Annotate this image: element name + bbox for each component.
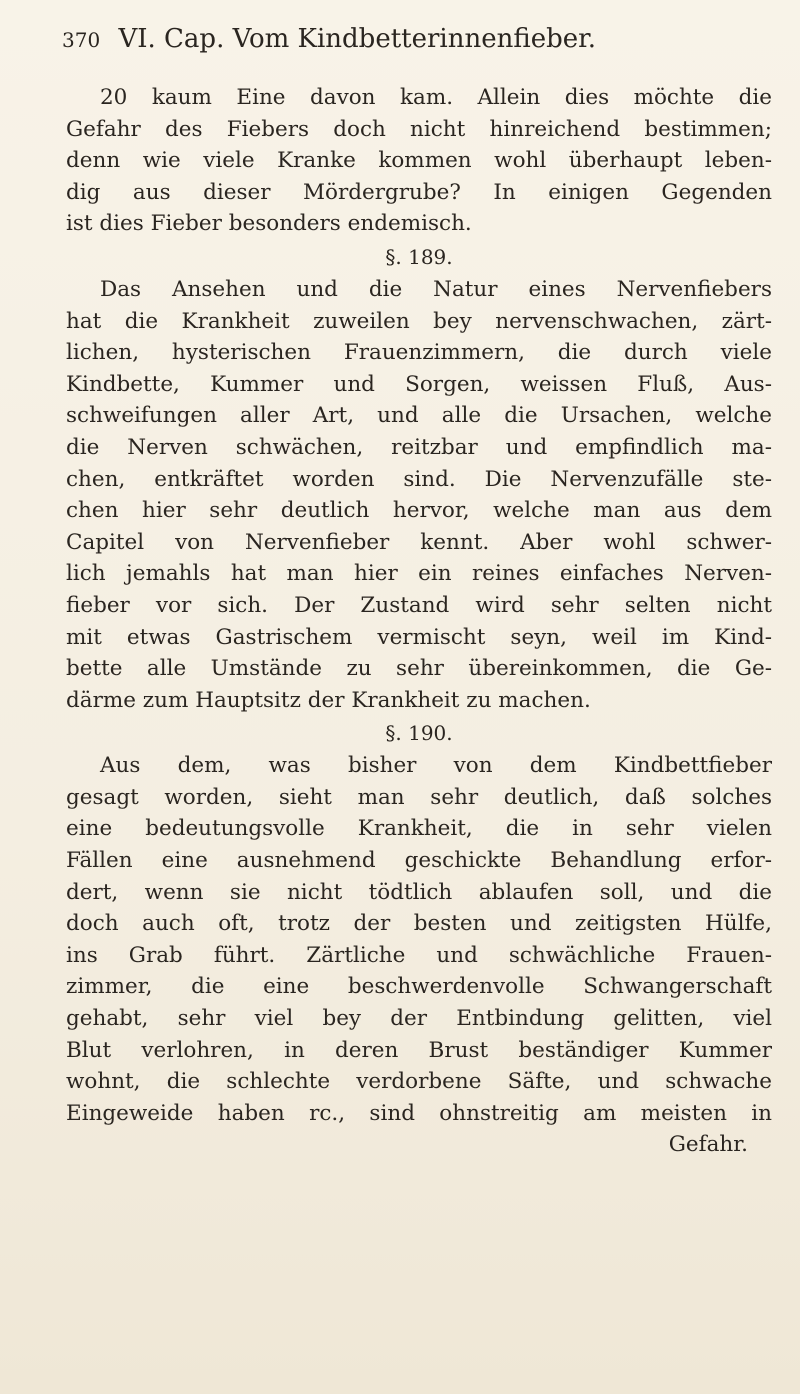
text-line: gehabt, sehr viel bey der Entbindung gelitten, viel <box>66 1006 772 1032</box>
text-line: lich jemahls hat man hier ein reines einfaches Nerven- <box>66 561 772 587</box>
text-line: Gefahr. <box>668 1132 748 1158</box>
text-line: Fällen eine ausnehmend geschickte Behandlung erfor- <box>66 848 772 874</box>
running-head-title: VI. Cap. Vom Kindbetterinnenfieber. <box>118 24 596 54</box>
text-line: Capitel von Nervenfieber kennt. Aber wohl schwer- <box>66 529 772 555</box>
body-text <box>66 82 772 1161</box>
text-line: Das Ansehen und die Natur eines Nervenfiebers <box>100 276 772 302</box>
text-line: Kindbette, Kummer und Sorgen, weissen Fluß, Aus- <box>66 371 772 397</box>
text-line: mit etwas Gastrischem vermischt seyn, weil im Kind- <box>66 624 772 650</box>
text-line: gesagt worden, sieht man sehr deutlich, daß solches <box>66 784 772 810</box>
section-heading: §. 190. <box>385 721 453 746</box>
text-line: zimmer, die eine beschwerdenvolle Schwangerschaft <box>66 974 772 1000</box>
running-header <box>62 22 762 57</box>
text-line: Eingeweide haben rc., sind ohnstreitig am meisten in <box>66 1100 772 1126</box>
text-line: därme zum Hauptsitz der Krankheit zu machen. <box>66 687 591 713</box>
text-line: dig aus dieser Mördergrube? In einigen Gegenden <box>66 179 772 205</box>
text-line: ist dies Fieber besonders endemisch. <box>66 211 472 237</box>
text-line: dert, wenn sie nicht tödtlich ablaufen soll, und die <box>66 879 772 905</box>
text-line: lichen, hysterischen Frauenzimmern, die durch viele <box>66 340 772 366</box>
text-line: chen hier sehr deutlich hervor, welche man aus dem <box>66 498 772 524</box>
text-line: Aus dem, was bisher von dem Kindbettfieber <box>100 753 772 779</box>
text-line: 20 kaum Eine davon kam. Allein dies möchte die <box>100 85 772 110</box>
page-number: 370 <box>62 28 101 52</box>
text-line: doch auch oft, trotz der besten und zeitigsten Hülfe, <box>66 911 772 937</box>
text-line: wohnt, die schlechte verdorbene Säfte, und schwache <box>66 1069 772 1095</box>
text-line: hat die Krankheit zuweilen bey nervenschwachen, zärt- <box>66 308 772 334</box>
text-line: chen, entkräftet worden sind. Die Nervenzufälle ste- <box>66 466 772 492</box>
text-line: ins Grab führt. Zärtliche und schwächliche Frauen- <box>66 942 772 968</box>
text-line: Blut verlohren, in deren Brust beständiger Kummer <box>66 1037 772 1063</box>
text-line: schweifungen aller Art, und alle die Ursachen, welche <box>66 403 772 429</box>
text-line: bette alle Umstände zu sehr übereinkommen, die Ge- <box>66 656 772 682</box>
text-line: Gefahr des Fiebers doch nicht hinreichend bestimmen; <box>66 116 772 142</box>
section-heading: §. 189. <box>385 244 453 269</box>
text-line: denn wie viele Kranke kommen wohl überhaupt leben- <box>66 148 772 174</box>
text-line: fieber vor sich. Der Zustand wird sehr selten nicht <box>66 592 772 618</box>
text-line: die Nerven schwächen, reitzbar und empfindlich ma- <box>66 434 772 460</box>
text-line: eine bedeutungsvolle Krankheit, die in sehr vielen <box>66 816 772 842</box>
